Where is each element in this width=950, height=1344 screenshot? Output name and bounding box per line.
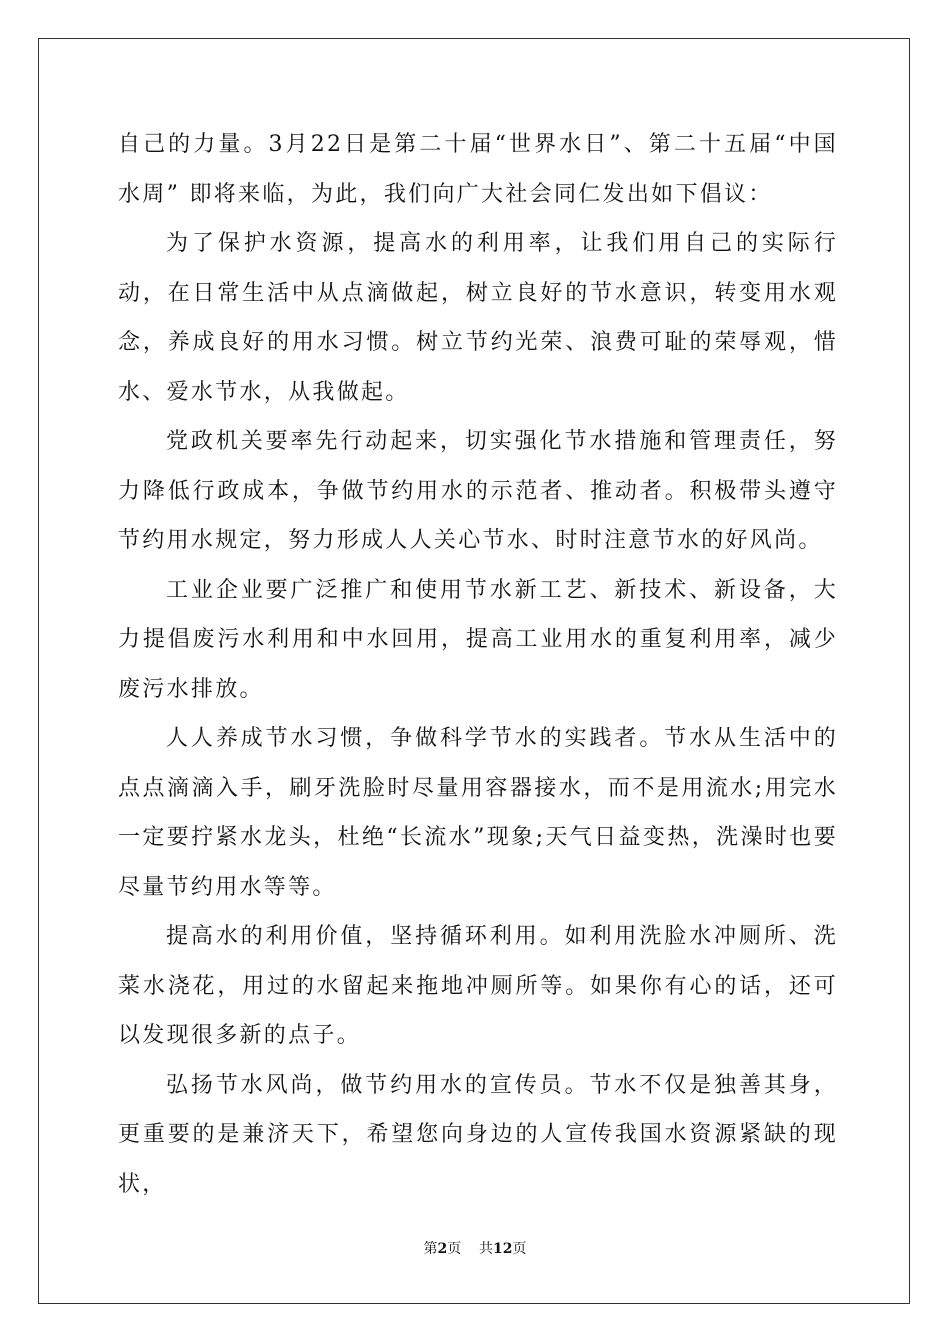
- total-prefix: 共: [479, 1241, 494, 1257]
- paragraph-continued: 自己的力量。3月22日是第二十届“世界水日”、第二十五届“中国水周” 即将来临，为此，我们向广大社会同仁发出如下倡议：: [118, 132, 838, 207]
- paragraph-reuse: 提高水的利用价值，坚持循环利用。如利用洗脸水冲厕所、洗菜水浇花，用过的水留起来拖地冲厕所等。如果你有心的话，还可以发现很多新的点子。: [118, 924, 838, 1048]
- page-current: 2: [437, 1241, 448, 1257]
- page-total: 12: [493, 1241, 513, 1257]
- page-prefix: 第: [423, 1241, 438, 1257]
- page-footer: [0, 1238, 950, 1258]
- page-unit: 页: [447, 1241, 462, 1257]
- paragraph-habits: 人人养成节水习惯，争做科学节水的实践者。节水从生活中的点点滴滴入手，刷牙洗脸时尽量用容器接水，而不是用流水;用完水一定要拧紧水龙头，杜绝“长流水”现象;天气日益变热，洗澡时也要尽量节约用水等等。: [118, 726, 838, 900]
- paragraph-industry: 工业企业要广泛推广和使用节水新工艺、新技术、新设备，大力提倡废污水利用和中水回用，提高工业用水的重复利用率，减少废污水排放。: [118, 577, 838, 702]
- paragraph-promote: 弘扬节水风尚，做节约用水的宣传员。节水不仅是独善其身，更重要的是兼济天下，希望您向身边的人宣传我国水资源紧缺的现状，: [118, 1072, 838, 1197]
- paragraph-protect-water: 为了保护水资源，提高水的利用率，让我们用自己的实际行动，在日常生活中从点滴做起，树立良好的节水意识，转变用水观念，养成良好的用水习惯。树立节约光荣、浪费可耻的荣辱观，惜水、爱水节水，从我做起。: [118, 231, 838, 405]
- paragraph-government: 党政机关要率先行动起来，切实强化节水措施和管理责任，努力降低行政成本，争做节约用水的示范者、推动者。积极带头遵守节约用水规定，努力形成人人关心节水、时时注意节水的好风尚。: [118, 429, 838, 553]
- document-body: [118, 120, 838, 1209]
- total-unit: 页: [512, 1241, 527, 1257]
